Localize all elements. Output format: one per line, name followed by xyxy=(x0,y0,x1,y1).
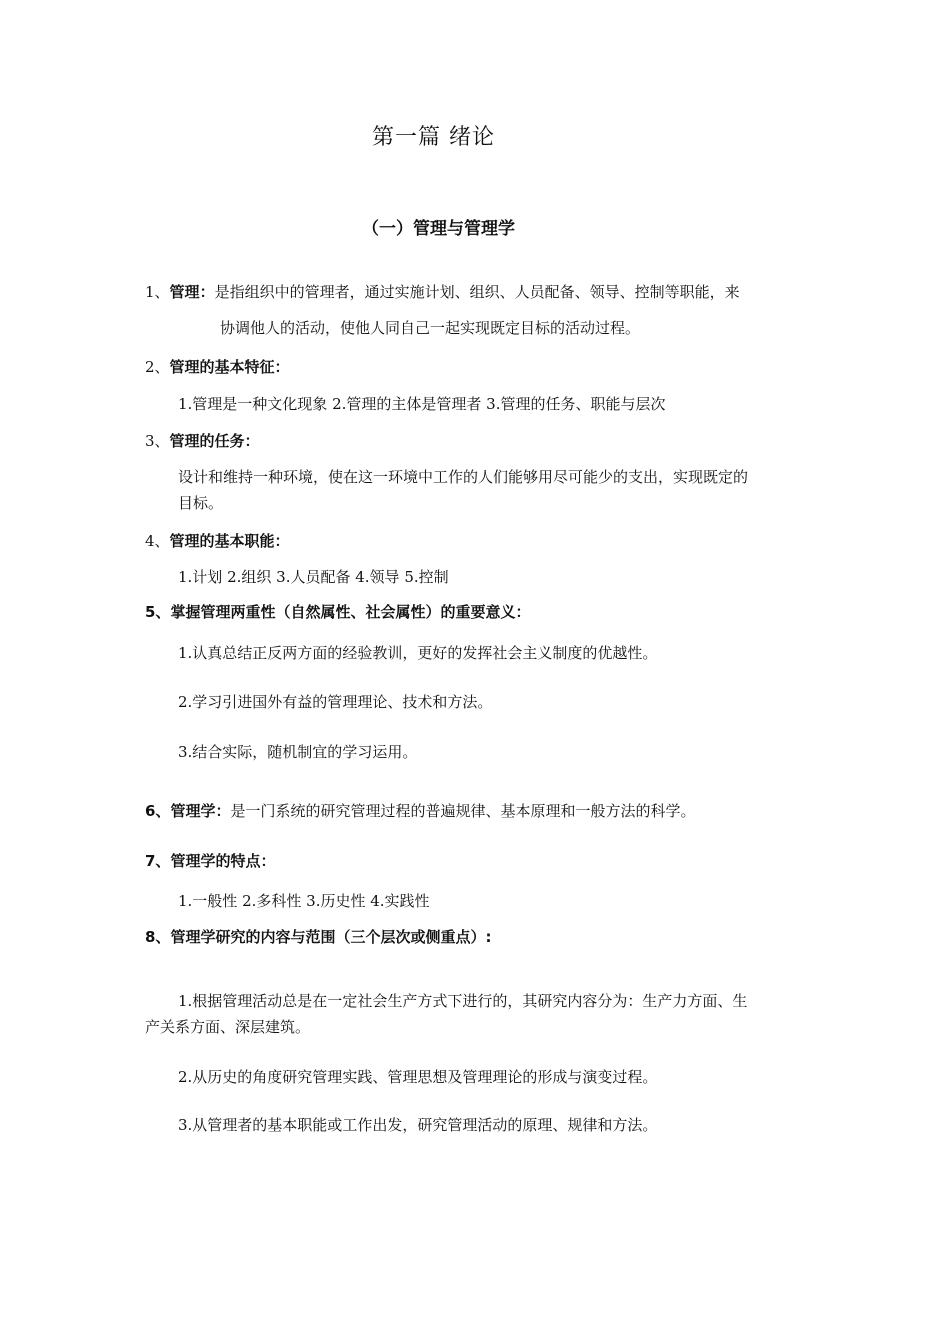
item-1-text: 是指组织中的管理者，通过实施计划、组织、人员配备、领导、控制等职能，来 xyxy=(214,283,740,301)
item-7-label: 管理学的特点： xyxy=(170,852,276,870)
item-5-number: 5、 xyxy=(145,603,171,621)
item-7-heading xyxy=(145,850,275,871)
item-5-line-2: 2.学习引进国外有益的管理理论、技术和方法。 xyxy=(178,693,493,711)
item-5-label: 掌握管理两重性（自然属性、社会属性）的重要意义： xyxy=(170,603,531,621)
item-3-label: 管理的任务： xyxy=(169,432,260,450)
item-1-colon: ： xyxy=(199,283,215,301)
item-4-line-1: 1.计划 2.组织 3.人员配备 4.领导 5.控制 xyxy=(178,568,449,586)
item-4-label: 管理的基本职能： xyxy=(169,532,290,550)
item-6-text: 是一门系统的研究管理过程的普遍规律、基本原理和一般方法的科学。 xyxy=(230,802,696,820)
item-6-heading xyxy=(145,800,695,821)
item-7-line-1: 1.一般性 2.多科性 3.历史性 4.实践性 xyxy=(178,892,430,910)
item-2-line-1: 1.管理是一种文化现象 2.管理的主体是管理者 3.管理的任务、职能与层次 xyxy=(178,395,666,413)
item-4-number: 4、 xyxy=(145,532,170,550)
item-7-number: 7、 xyxy=(145,852,171,870)
item-6-colon: ： xyxy=(215,802,231,820)
item-1-label: 管理 xyxy=(169,283,200,301)
item-6-label: 管理学 xyxy=(170,802,216,820)
item-3-line-2: 目标。 xyxy=(178,494,224,512)
item-3-line-1: 设计和维持一种环境，使在这一环境中工作的人们能够用尽可能少的支出，实现既定的 xyxy=(178,468,749,486)
item-1-text-line-2: 协调他人的活动，使他人同自己一起实现既定目标的活动过程。 xyxy=(220,319,641,337)
item-5-line-3: 3.结合实际，随机制宜的学习运用。 xyxy=(178,743,418,761)
item-2-heading xyxy=(145,356,290,377)
item-1-number: 1、 xyxy=(145,283,170,301)
item-3-number: 3、 xyxy=(145,432,170,450)
item-5-line-1: 1.认真总结正反两方面的经验教训，更好的发挥社会主义制度的优越性。 xyxy=(178,644,658,662)
item-3-heading xyxy=(145,430,260,451)
item-8-line-4: 3.从管理者的基本职能或工作出发，研究管理活动的原理、规律和方法。 xyxy=(178,1116,658,1134)
item-8-label: 管理学研究的内容与范围（三个层次或侧重点）: xyxy=(170,928,492,946)
item-4-heading xyxy=(145,530,290,551)
item-1-heading xyxy=(145,281,740,302)
item-2-label: 管理的基本特征： xyxy=(169,358,290,376)
item-8-line-2: 产关系方面、深层建筑。 xyxy=(145,1018,311,1036)
item-8-line-3: 2.从历史的角度研究管理实践、管理思想及管理理论的形成与演变过程。 xyxy=(178,1068,658,1086)
item-5-heading xyxy=(145,601,530,622)
section-heading: （一）管理与管理学 xyxy=(362,219,515,239)
item-2-number: 2、 xyxy=(145,358,170,376)
item-6-number: 6、 xyxy=(145,802,171,820)
item-8-heading xyxy=(145,926,491,947)
item-8-line-1: 1.根据管理活动总是在一定社会生产方式下进行的，其研究内容分为：生产力方面、生 xyxy=(178,992,748,1010)
item-8-number: 8、 xyxy=(145,928,171,946)
page-title: 第一篇 绪论 xyxy=(372,125,495,150)
